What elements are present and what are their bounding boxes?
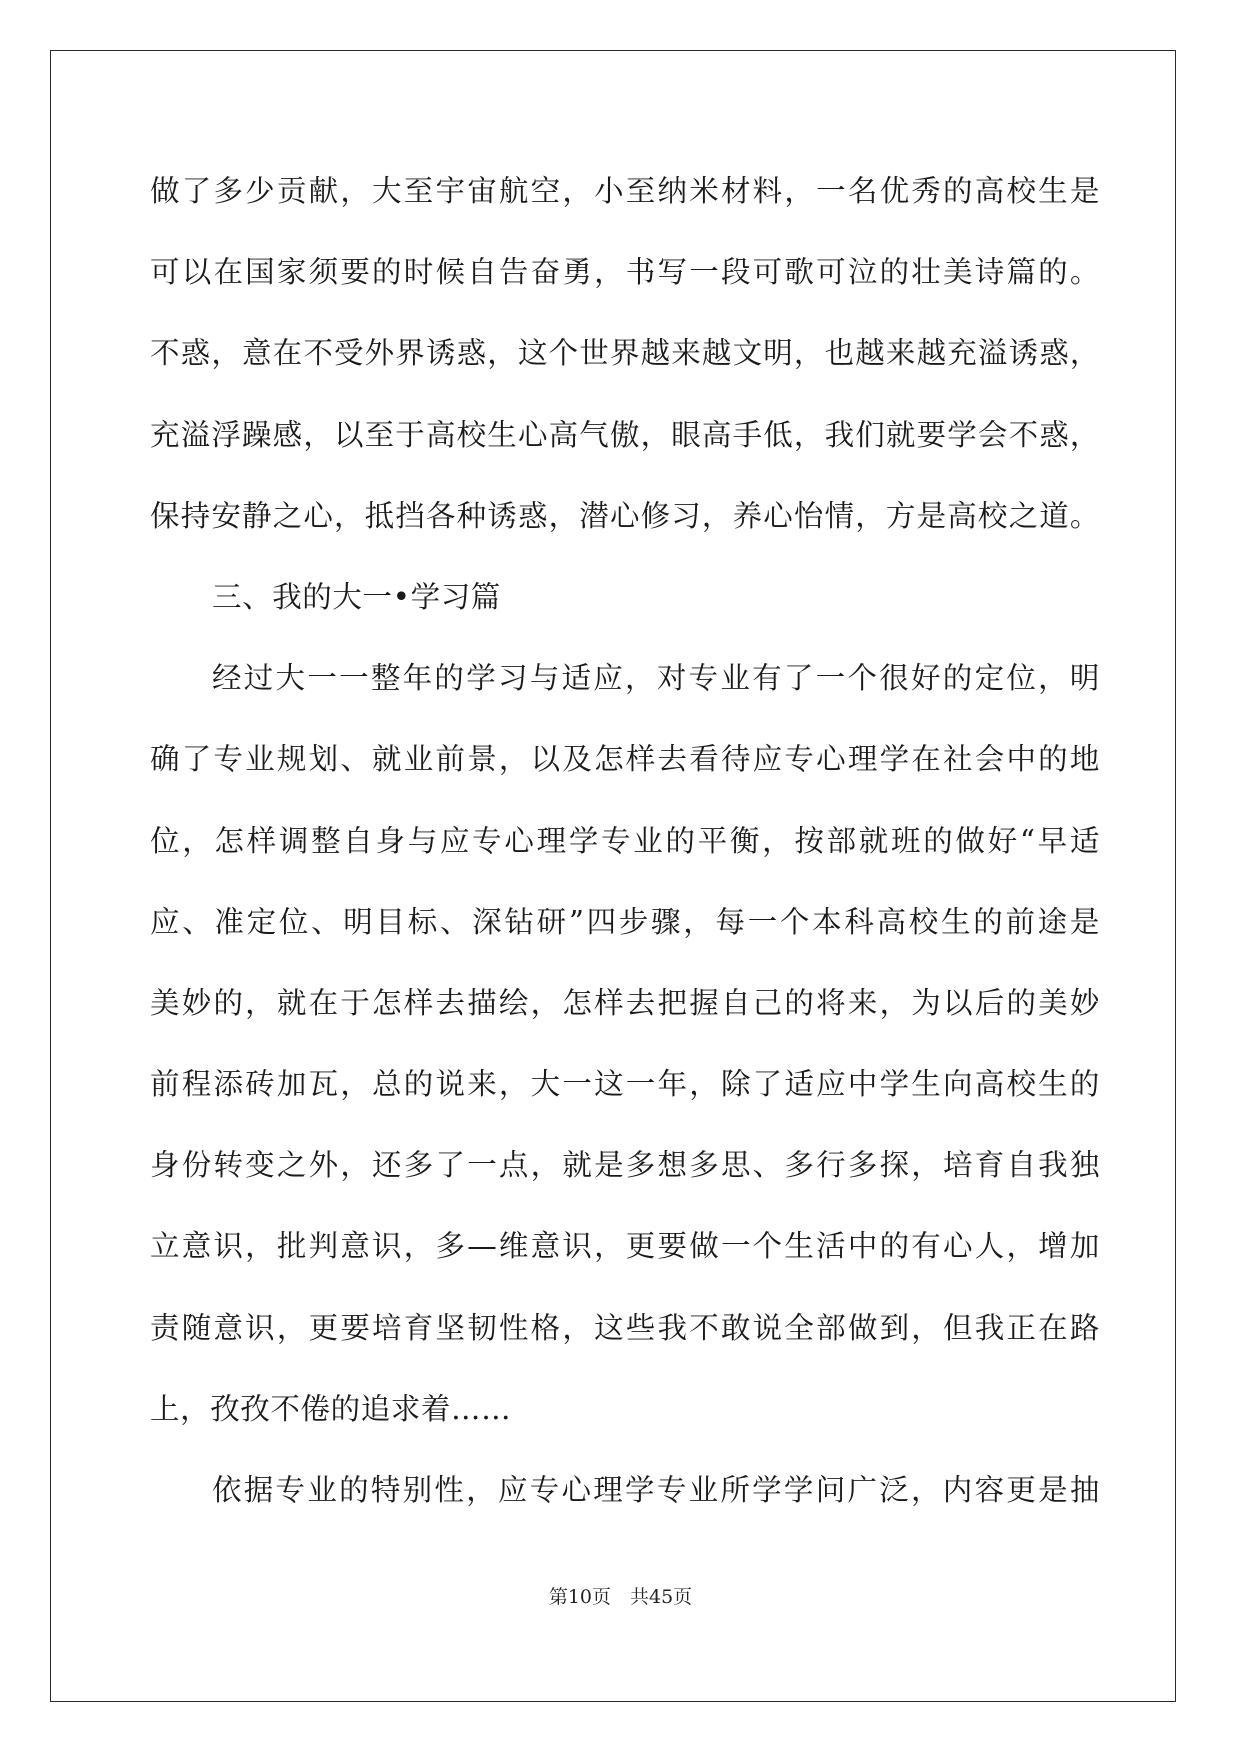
text-line: 前程添砖加瓦，总的说来，大一这一年，除了适应中学生向高校生的 — [150, 1067, 1100, 1102]
text-line: 立意识，批判意识，多—维意识，更要做一个生活中的有心人，增加 — [150, 1229, 1100, 1264]
document-body — [150, 164, 1100, 1544]
text-line: 保持安静之心，抵挡各种诱惑，潜心修习，养心怡情，方是高校之道。 — [150, 498, 1100, 533]
text-line: 责随意识，更要培育坚韧性格，这些我不敢说全部做到，但我正在路 — [150, 1310, 1100, 1345]
page-footer: 第10页 共45页 — [548, 1586, 693, 1608]
text-line: 经过大一一整年的学习与适应，对专业有了一个很好的定位，明 — [212, 661, 1100, 696]
text-line: 身份转变之外，还多了一点，就是多想多思、多行多探，培育自我独 — [150, 1148, 1100, 1183]
text-line: 可以在国家须要的时候自告奋勇，书写一段可歌可泣的壮美诗篇的。 — [150, 255, 1100, 290]
text-line: 应、准定位、明目标、深钻研”四步骤，每一个本科高校生的前途是 — [150, 904, 1100, 939]
text-line: 做了多少贡献，大至宇宙航空，小至纳米材料，一名优秀的高校生是 — [150, 174, 1100, 208]
text-line: 确了专业规划、就业前景，以及怎样去看待应专心理学在社会中的地 — [150, 742, 1100, 777]
text-line: 三、我的大一•学习篇 — [212, 579, 501, 614]
text-line: 依据专业的特别性，应专心理学专业所学学问广泛，内容更是抽 — [212, 1473, 1100, 1507]
text-line: 位，怎样调整自身与应专心理学专业的平衡，按部就班的做好“早适 — [150, 823, 1100, 858]
text-line: 美妙的，就在于怎样去描绘，怎样去把握自己的将来，为以后的美妙 — [150, 985, 1100, 1020]
text-line: 充溢浮躁感，以至于高校生心高气傲，眼高手低，我们就要学会不惑， — [150, 417, 1100, 452]
text-line: 不惑，意在不受外界诱惑，这个世界越来越文明，也越来越充溢诱惑， — [150, 336, 1100, 371]
text-line: 上，孜孜不倦的追求着…… — [150, 1391, 512, 1426]
